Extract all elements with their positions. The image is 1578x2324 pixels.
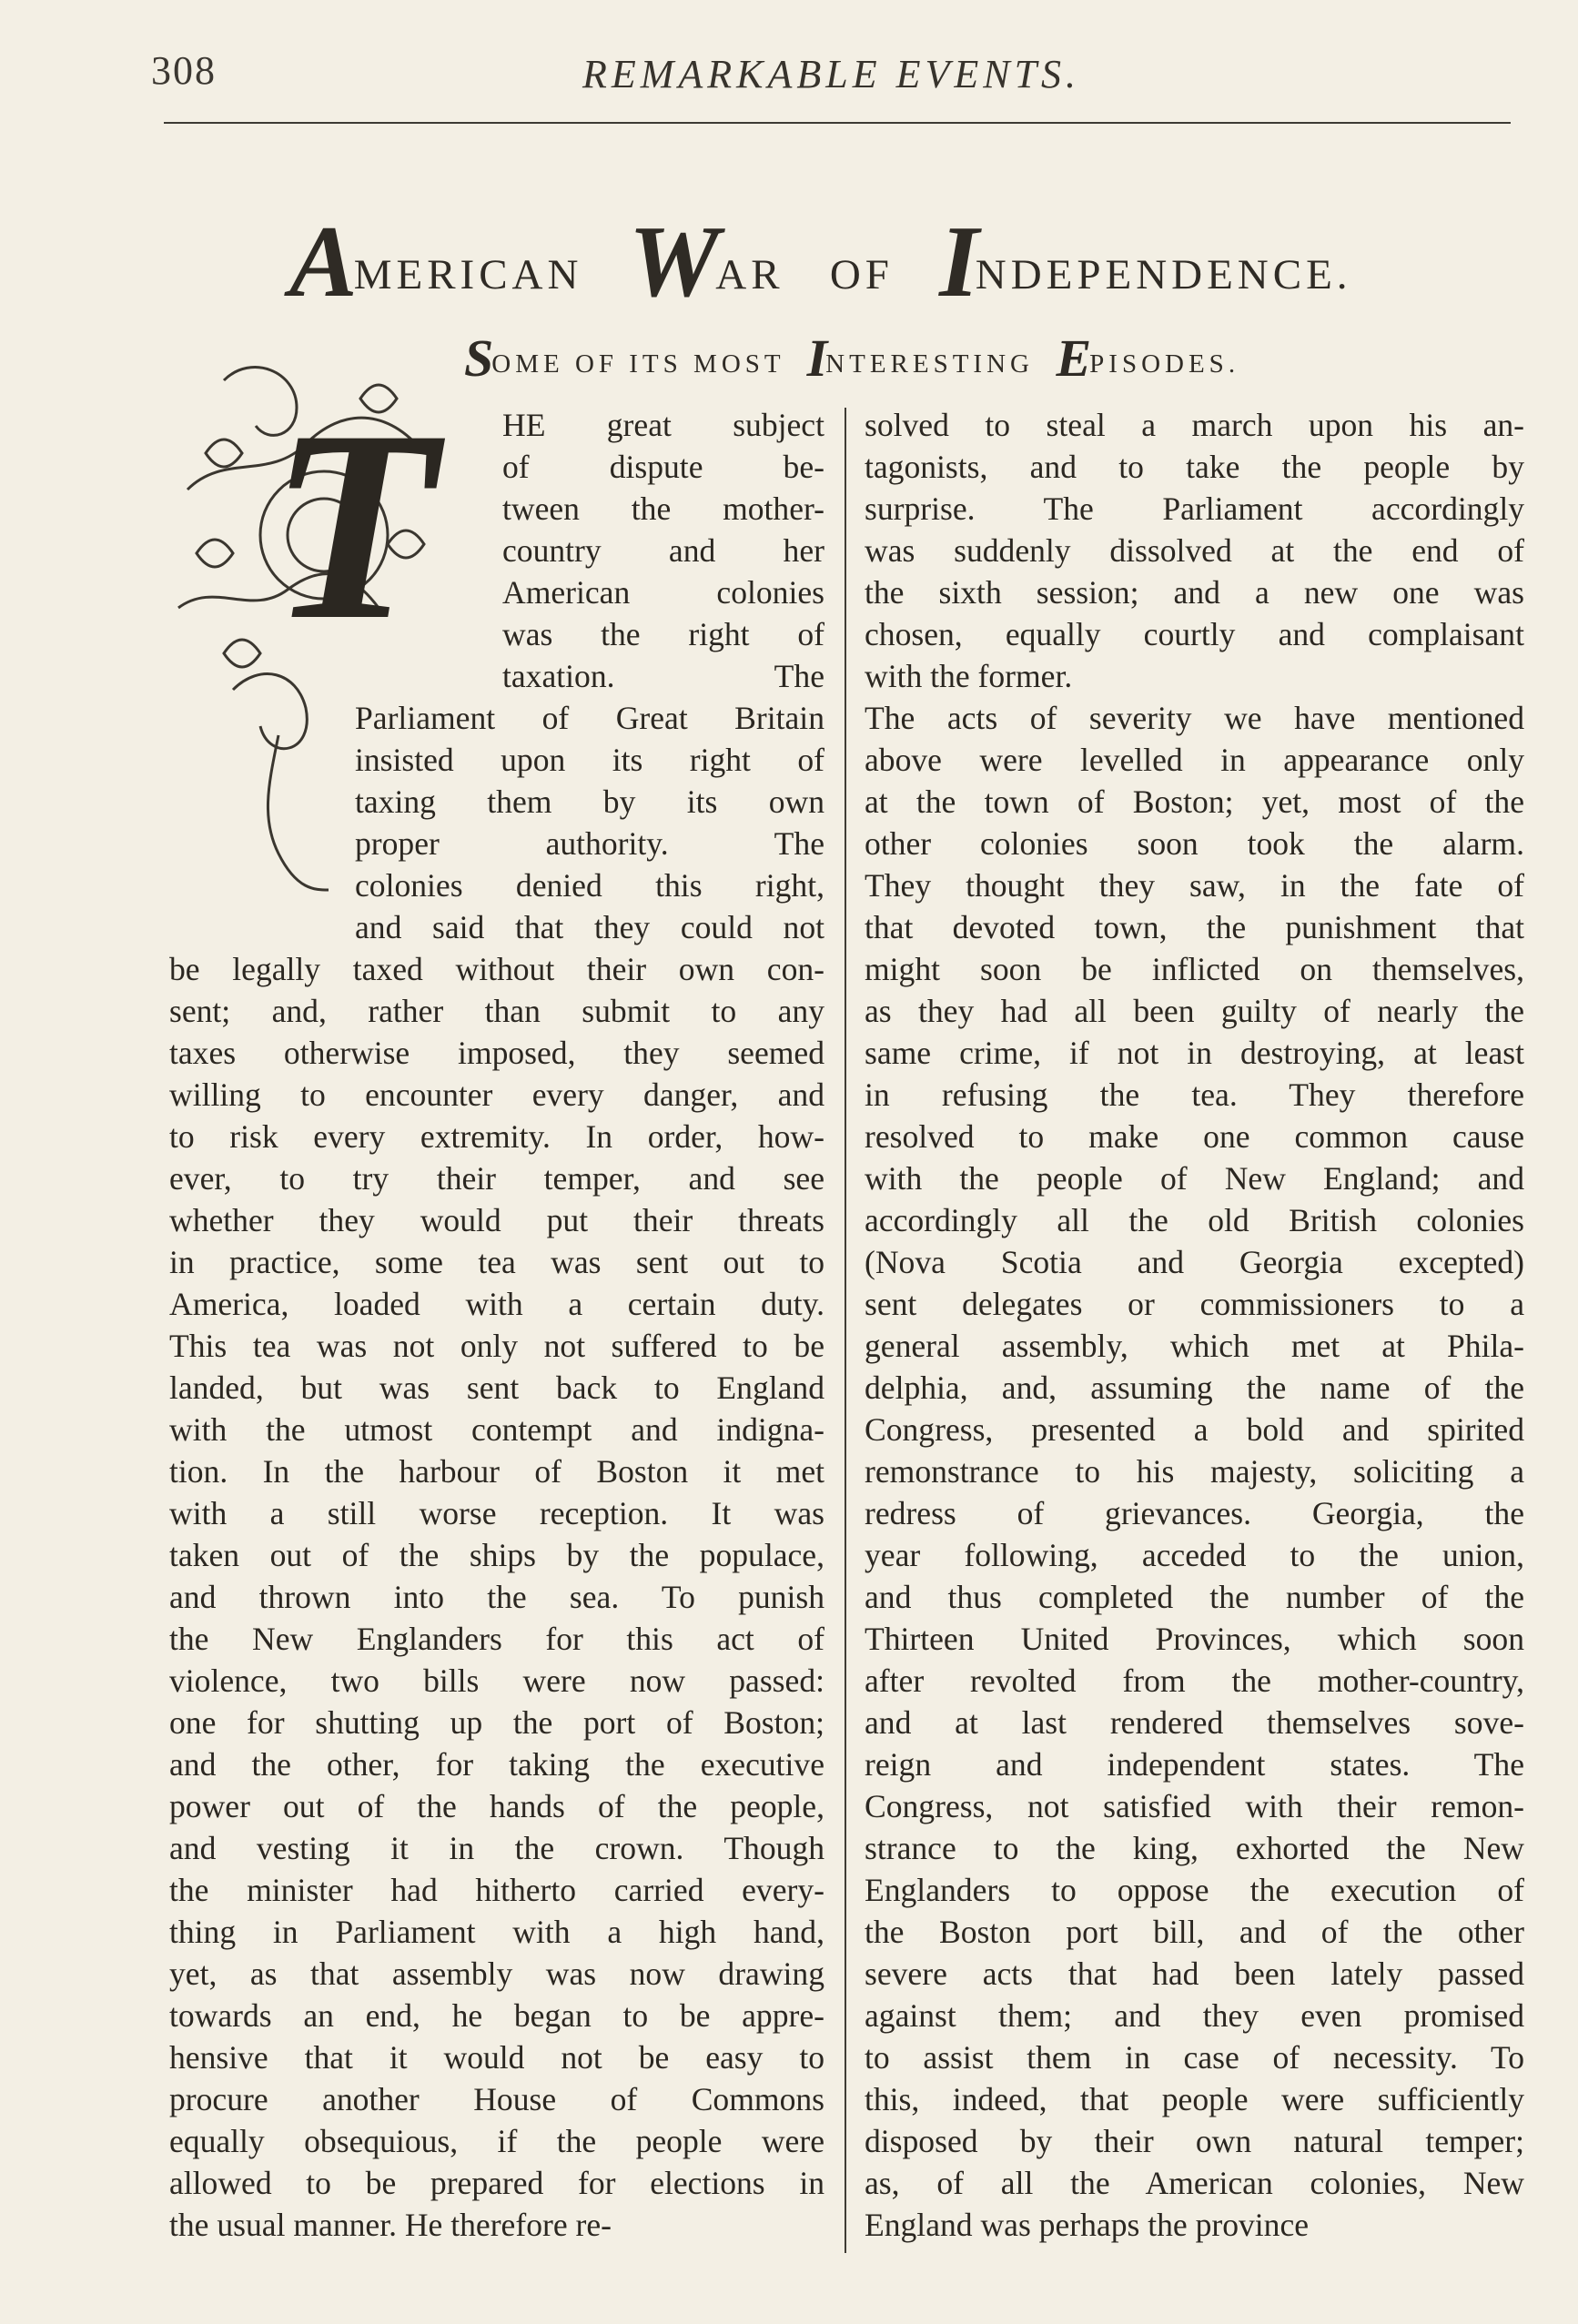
title-word-2: AR bbox=[715, 251, 784, 298]
chapter-subtitle bbox=[464, 328, 1465, 389]
text-line: allowed to be prepared for elections in bbox=[169, 2165, 824, 2201]
text-line: taken out of the ships by the populace, bbox=[169, 1537, 824, 1573]
text-line: Parliament of Great Britain bbox=[355, 700, 824, 736]
text-line: whether they would put their threats bbox=[169, 1202, 824, 1238]
left-text-column bbox=[169, 404, 824, 2246]
text-line: surprise. The Parliament accordingly bbox=[865, 490, 1524, 527]
text-line: chosen, equally courtly and complaisant bbox=[865, 616, 1524, 652]
title-initial-i: I bbox=[939, 206, 979, 318]
text-line: of dispute be- bbox=[502, 449, 824, 485]
text-line: to assist them in case of necessity. To bbox=[865, 2039, 1524, 2076]
text-line: equally obsequious, if the people were bbox=[169, 2123, 824, 2159]
text-line: and thrown into the sea. To punish bbox=[169, 1579, 824, 1615]
text-line: that devoted town, the punishment that bbox=[865, 909, 1524, 945]
subtitle-words-1: OME OF ITS MOST bbox=[491, 349, 785, 379]
running-title: REMARKABLE EVENTS. bbox=[582, 52, 1081, 96]
text-line: might soon be inflicted on themselves, bbox=[865, 951, 1524, 987]
text-line: America, loaded with a certain duty. bbox=[169, 1286, 824, 1322]
subtitle-initial-e: E bbox=[1056, 328, 1092, 388]
text-line: in refusing the tea. They therefore bbox=[865, 1076, 1524, 1113]
text-line: thing in Parliament with a high hand, bbox=[169, 1914, 824, 1950]
text-line: Englanders to oppose the execution of bbox=[865, 1872, 1524, 1908]
title-word-1: MERICAN bbox=[353, 251, 583, 298]
text-line: taxing them by its own bbox=[355, 783, 824, 820]
text-line: in practice, some tea was sent out to bbox=[169, 1244, 824, 1280]
text-line: was the right of bbox=[502, 616, 824, 652]
drop-cap-letter: T bbox=[269, 374, 437, 676]
text-line: willing to encounter every danger, and bbox=[169, 1076, 824, 1113]
text-line: after revolted from the mother-country, bbox=[865, 1662, 1524, 1699]
text-line: Congress, not satisfied with their remon- bbox=[865, 1788, 1524, 1824]
text-line: with a still worse reception. It was bbox=[169, 1495, 824, 1531]
text-line: the minister had hitherto carried every- bbox=[169, 1872, 824, 1908]
text-line: (Nova Scotia and Georgia excepted) bbox=[865, 1244, 1524, 1280]
right-text-column bbox=[865, 404, 1524, 2246]
text-line: yet, as that assembly was now drawing bbox=[169, 1955, 824, 1992]
text-line: taxes otherwise imposed, they seemed bbox=[169, 1035, 824, 1071]
text-line: same crime, if not in destroying, at least bbox=[865, 1035, 1524, 1071]
text-line: be legally taxed without their own con- bbox=[169, 951, 824, 987]
text-line: This tea was not only not suffered to be bbox=[169, 1328, 824, 1364]
text-line: and the other, for taking the executive bbox=[169, 1746, 824, 1783]
title-initial-w: W bbox=[628, 206, 720, 318]
text-line: the sixth session; and a new one was bbox=[865, 574, 1524, 611]
text-line: the New Englanders for this act of bbox=[169, 1621, 824, 1657]
text-line: sent; and, rather than submit to any bbox=[169, 993, 824, 1029]
text-line: disposed by their own natural temper; bbox=[865, 2123, 1524, 2159]
text-line: with the people of New England; and bbox=[865, 1160, 1524, 1197]
text-line: They thought they saw, in the fate of bbox=[865, 867, 1524, 904]
text-line: The acts of severity we have mentioned bbox=[865, 700, 1524, 736]
text-line: to risk every extremity. In order, how- bbox=[169, 1118, 824, 1155]
text-line: and said that they could not bbox=[355, 909, 824, 945]
text-line: and thus completed the number of the bbox=[865, 1579, 1524, 1615]
text-line: and at last rendered themselves sove- bbox=[865, 1704, 1524, 1741]
column-divider bbox=[845, 408, 846, 2253]
text-line: reign and independent states. The bbox=[865, 1746, 1524, 1783]
text-line: hensive that it would not be easy to bbox=[169, 2039, 824, 2076]
text-line: as they had all been guilty of nearly the bbox=[865, 993, 1524, 1029]
text-line: violence, two bills were now passed: bbox=[169, 1662, 824, 1699]
text-line: one for shutting up the port of Boston; bbox=[169, 1704, 824, 1741]
text-line: landed, but was sent back to England bbox=[169, 1369, 824, 1406]
text-line: resolved to make one common cause bbox=[865, 1118, 1524, 1155]
text-line: American colonies bbox=[502, 574, 824, 611]
text-line: against them; and they even promised bbox=[865, 1997, 1524, 2034]
text-line: tion. In the harbour of Boston it met bbox=[169, 1453, 824, 1490]
text-line: Thirteen United Provinces, which soon bbox=[865, 1621, 1524, 1657]
text-line: country and her bbox=[502, 532, 824, 569]
text-line: above were levelled in appearance only bbox=[865, 742, 1524, 778]
text-line: the usual manner. He therefore re- bbox=[169, 2207, 612, 2243]
subtitle-initial-i: I bbox=[806, 328, 828, 388]
text-line: towards an end, he began to be appre- bbox=[169, 1997, 824, 2034]
text-line: redress of grievances. Georgia, the bbox=[865, 1495, 1524, 1531]
text-line: the Boston port bill, and of the other bbox=[865, 1914, 1524, 1950]
text-line: strance to the king, exhorted the New bbox=[865, 1830, 1524, 1866]
text-line: sent delegates or commissioners to a bbox=[865, 1286, 1524, 1322]
text-line: power out of the hands of the people, bbox=[169, 1788, 824, 1824]
text-line: accordingly all the old British colonies bbox=[865, 1202, 1524, 1238]
text-line: general assembly, which met at Phila- bbox=[865, 1328, 1524, 1364]
text-line: with the utmost contempt and indigna- bbox=[169, 1411, 824, 1448]
page-number: 308 bbox=[151, 48, 217, 93]
subtitle-words-2: NTERESTING bbox=[825, 349, 1034, 379]
text-line: tween the mother- bbox=[502, 490, 824, 527]
text-line: remonstrance to his majesty, soliciting a bbox=[865, 1453, 1524, 1490]
text-line: taxation. The bbox=[502, 658, 824, 694]
title-initial-a: A bbox=[289, 206, 358, 318]
text-line: HE great subject bbox=[502, 407, 824, 443]
text-line: with the former. bbox=[865, 658, 1073, 694]
subtitle-words-3: PISODES. bbox=[1089, 349, 1240, 379]
text-line: insisted upon its right of bbox=[355, 742, 824, 778]
text-line: at the town of Boston; yet, most of the bbox=[865, 783, 1524, 820]
text-line: Congress, presented a bold and spirited bbox=[865, 1411, 1524, 1448]
text-line: colonies denied this right, bbox=[355, 867, 824, 904]
header-rule bbox=[164, 122, 1511, 124]
text-line: year following, acceded to the union, bbox=[865, 1537, 1524, 1573]
text-line: delphia, and, assuming the name of the bbox=[865, 1369, 1524, 1406]
text-line: England was perhaps the province bbox=[865, 2207, 1310, 2243]
text-line: proper authority. The bbox=[355, 825, 824, 862]
title-word-3: OF bbox=[829, 251, 894, 298]
chapter-title bbox=[289, 206, 1418, 318]
subtitle-initial-s: S bbox=[464, 328, 494, 388]
text-line: was suddenly dissolved at the end of bbox=[865, 532, 1524, 569]
text-line: procure another House of Commons bbox=[169, 2081, 824, 2117]
title-word-4: NDEPENDENCE. bbox=[975, 251, 1352, 298]
text-line: other colonies soon took the alarm. bbox=[865, 825, 1524, 862]
text-line: ever, to try their temper, and see bbox=[169, 1160, 824, 1197]
text-line: solved to steal a march upon his an- bbox=[865, 407, 1524, 443]
text-line: tagonists, and to take the people by bbox=[865, 449, 1524, 485]
text-line: severe acts that had been lately passed bbox=[865, 1955, 1524, 1992]
text-line: and vesting it in the crown. Though bbox=[169, 1830, 824, 1866]
text-line: as, of all the American colonies, New bbox=[865, 2165, 1524, 2201]
text-line: this, indeed, that people were sufficiently bbox=[865, 2081, 1524, 2117]
